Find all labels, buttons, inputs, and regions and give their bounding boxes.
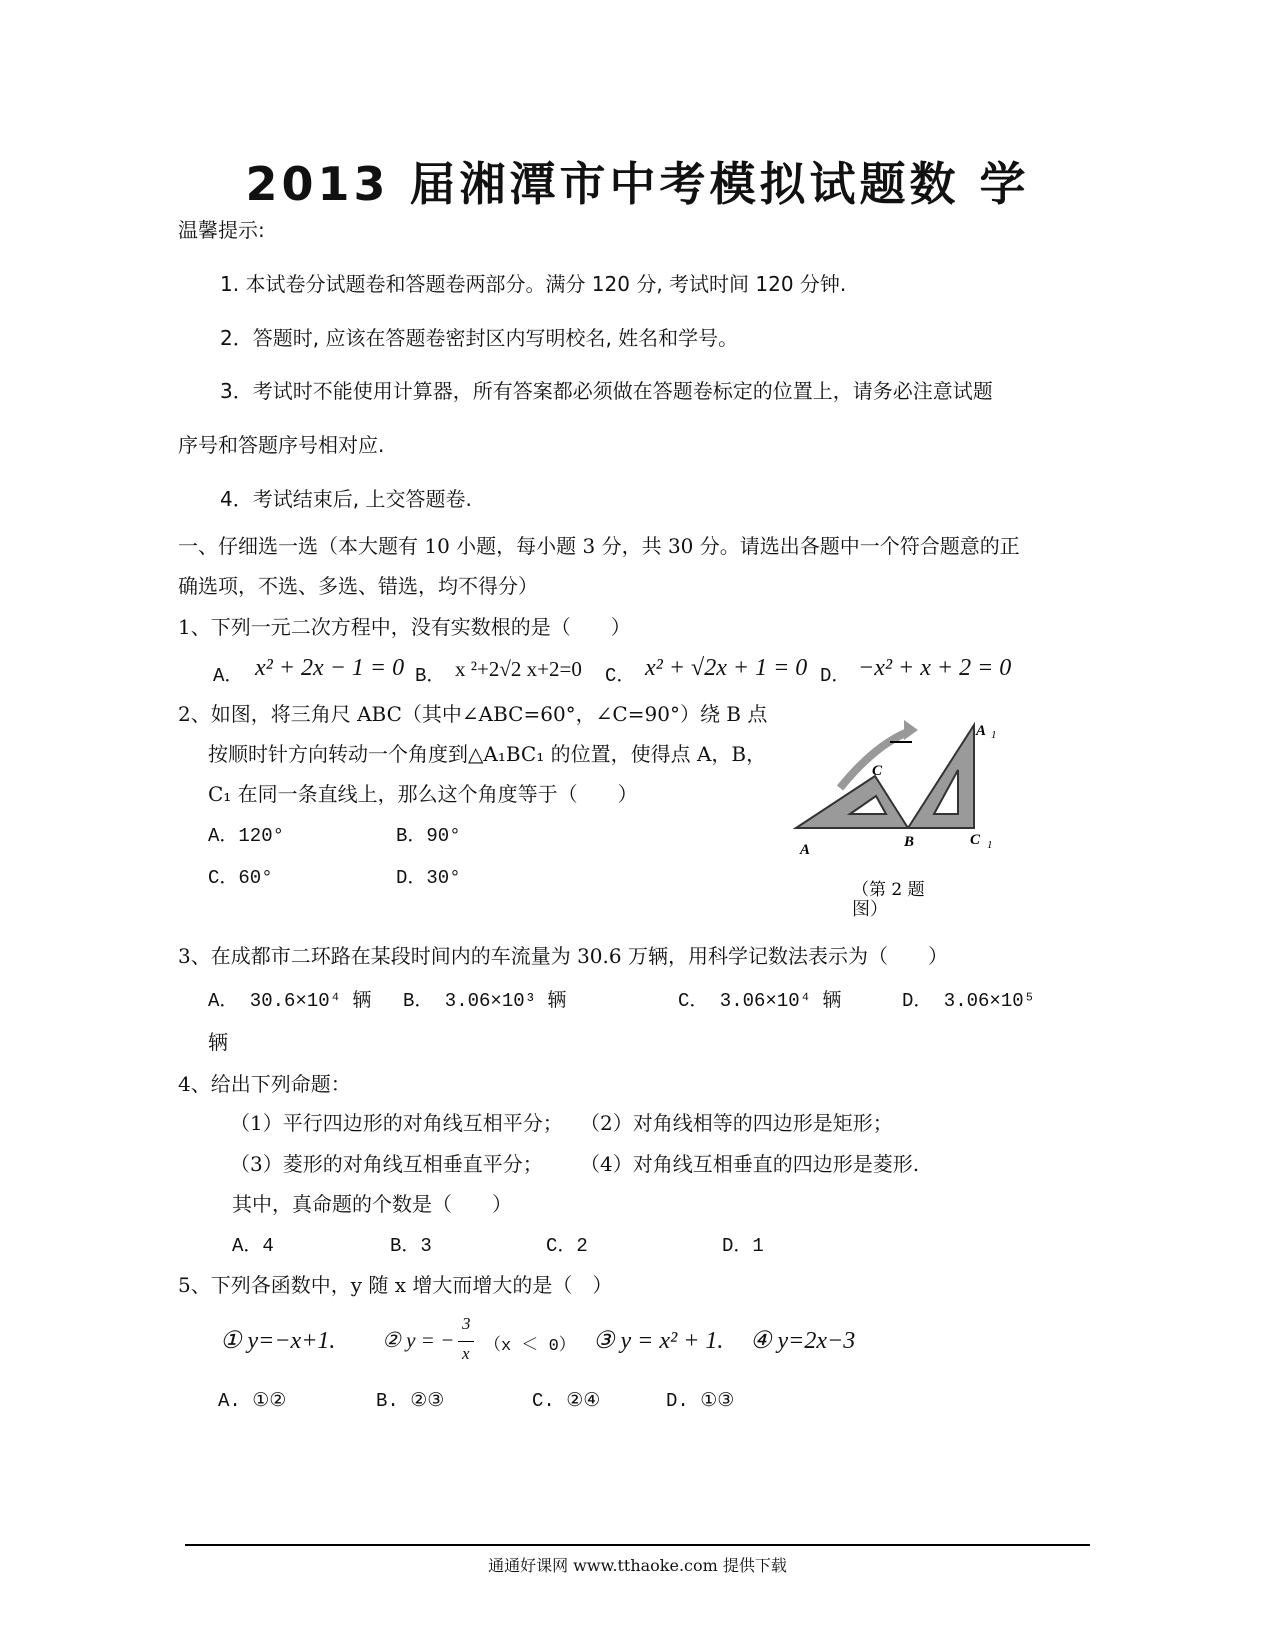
question-4-stem: 4、给出下列命题： — [178, 1072, 351, 1096]
label-b: B — [904, 834, 915, 850]
q5-function-3: ③ y = x² + 1. — [593, 1328, 724, 1354]
figure-caption: （第 2 题 — [852, 880, 925, 900]
label-a1: A — [976, 723, 987, 739]
q1-option-a: x² + 2x − 1 = 0 — [255, 655, 405, 681]
q2-option-b: B．90° — [396, 825, 461, 847]
label-a: A — [800, 842, 811, 858]
q1-option-b-label: B． — [415, 665, 446, 687]
label-a1-subscript: 1 — [991, 729, 997, 741]
q5-option-c: C. ②④ — [532, 1390, 601, 1412]
q1-option-d-label: D． — [820, 665, 851, 687]
section-heading-cont: 确选项，不选、多选、错选，均不得分） — [178, 574, 538, 598]
q5-function-1: ① y=−x+1. — [220, 1328, 336, 1354]
q1-option-b: x ²+2√2 x+2=0 — [455, 657, 582, 681]
q3-option-c: C． 3.06×10⁴ 辆 — [678, 990, 842, 1012]
tip-item: 4．考试结束后, 上交答题卷. — [220, 487, 472, 511]
q2-option-c: C．60° — [208, 867, 273, 889]
question-2-stem: 2、如图，将三角尺 ABC（其中∠ABC=60°，∠C=90°）绕 B 点 — [178, 702, 768, 726]
q5-function-2-denominator: x — [462, 1344, 470, 1363]
q2-option-d: D．30° — [396, 867, 461, 889]
tip-item: 2．答题时, 应该在答题卷密封区内写明校名, 姓名和学号。 — [220, 326, 739, 350]
q3-option-a: A． 30.6×10⁴ 辆 — [208, 990, 372, 1012]
q4-proposition: （2）对角线相等的四边形是矩形； — [580, 1111, 893, 1135]
q1-option-c-label: C． — [605, 665, 636, 687]
footer-divider — [185, 1544, 1090, 1546]
q5-function-2-condition: （x ＜ 0） — [484, 1337, 576, 1356]
q5-function-2-numerator: 3 — [462, 1314, 471, 1333]
arrow-head-icon — [904, 720, 918, 740]
q1-option-d: −x² + x + 2 = 0 — [858, 655, 1012, 681]
q3-option-b: B． 3.06×10³ 辆 — [403, 990, 567, 1012]
q5-option-a: A. ①② — [218, 1390, 287, 1412]
q4-option-a: A．4 — [232, 1235, 274, 1257]
tips-heading: 温馨提示: — [178, 218, 265, 242]
footer-text: 通通好课网 www.tthaoke.com 提供下载 — [488, 1556, 787, 1575]
label-c: C — [872, 763, 883, 779]
page-title: 2013 届湘潭市中考模拟试题数 学 — [245, 157, 1030, 211]
q4-option-d: D．1 — [722, 1235, 764, 1257]
q1-option-c: x² + √2x + 1 = 0 — [645, 655, 808, 681]
q4-question: 其中，真命题的个数是（ ） — [232, 1192, 512, 1216]
q4-option-b: B．3 — [390, 1235, 432, 1257]
question-1-stem: 1、下列一元二次方程中，没有实数根的是（ ） — [178, 615, 631, 639]
q5-option-d: D. ①③ — [666, 1390, 735, 1412]
q5-option-b: B. ②③ — [376, 1390, 445, 1412]
q4-proposition: （4）对角线互相垂直的四边形是菱形. — [580, 1152, 920, 1176]
fraction-bar — [458, 1341, 474, 1342]
question-5-stem: 5、下列各函数中，y 随 x 增大而增大的是（ ） — [178, 1273, 613, 1297]
question-2-stem-cont: C₁ 在同一条直线上，那么这个角度等于（ ） — [208, 782, 638, 806]
label-c1-subscript: 1 — [987, 839, 993, 851]
q2-option-a: A．120° — [208, 825, 285, 847]
q1-option-a-label: A． — [213, 665, 244, 687]
q3-option-d-unit: 辆 — [208, 1030, 228, 1054]
question-2-stem-cont: 按顺时针方向转动一个角度到△A₁BC₁ 的位置，使得点 A，B， — [208, 742, 767, 766]
question-3-stem: 3、在成都市二环路在某段时间内的车流量为 30.6 万辆，用科学记数法表示为（ ） — [178, 944, 948, 968]
tip-item: 3．考试时不能使用计算器，所有答案都必须做在答题卷标定的位置上，请务必注意试题 — [220, 379, 993, 403]
figure-caption-cont: 图） — [852, 899, 888, 920]
triangle-abc — [796, 776, 908, 828]
q5-function-2: ② y = − — [382, 1328, 455, 1352]
triangle-rotation-figure — [780, 700, 1040, 920]
label-c1: C — [970, 832, 981, 848]
q4-option-c: C．2 — [546, 1235, 588, 1257]
q5-function-4: ④ y=2x−3 — [750, 1328, 856, 1354]
q4-proposition: （3）菱形的对角线互相垂直平分； — [230, 1152, 543, 1176]
q3-option-d: D． 3.06×10⁵ — [902, 990, 1036, 1012]
tip-item: 1. 本试卷分试题卷和答题卷两部分。满分 120 分, 考试时间 120 分钟. — [220, 272, 847, 296]
section-heading: 一、仔细选一选（本大题有 10 小题，每小题 3 分，共 30 分。请选出各题中一个符合题意的正 — [178, 534, 1020, 558]
q4-proposition: （1）平行四边形的对角线互相平分； — [230, 1111, 563, 1135]
tip-item: 序号和答题序号相对应. — [178, 433, 385, 457]
